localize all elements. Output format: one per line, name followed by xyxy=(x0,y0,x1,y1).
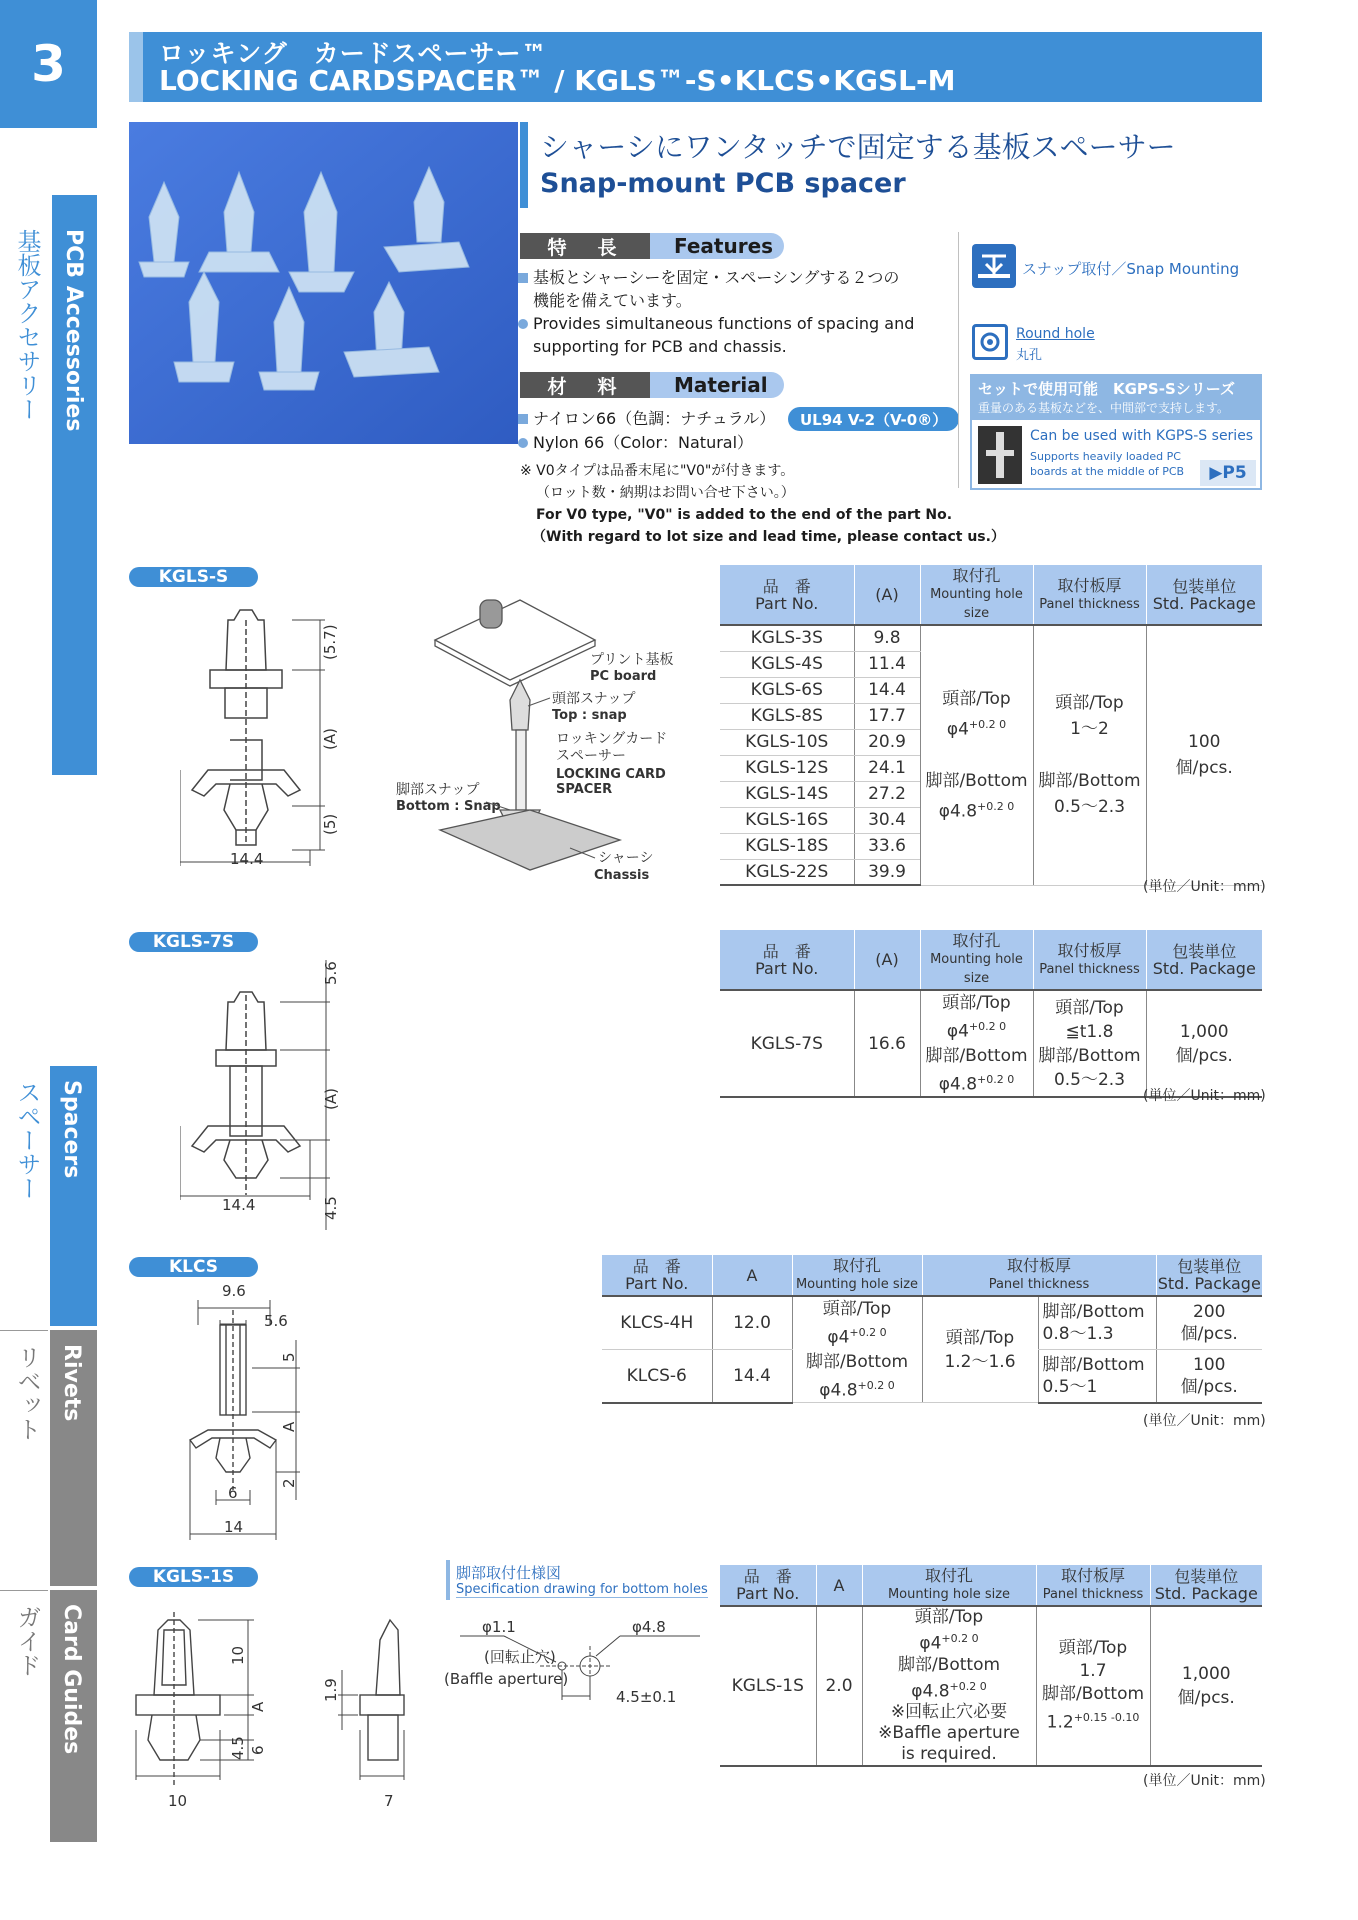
lbl-lock-jp2: スペーサー xyxy=(556,748,626,764)
table-cell: KGLS-6S xyxy=(720,677,854,703)
mount-bottom-label: 脚部/Bottom xyxy=(925,1045,1028,1066)
panel-bottom-val: 0.5〜1 xyxy=(1042,1376,1098,1397)
mount-top-val: φ4 xyxy=(827,1327,850,1348)
lbl-lock-en2: SPACER xyxy=(556,782,613,797)
side-tab-guides-jp: ガイド xyxy=(13,1605,41,1677)
pkg-qty: 1,000 xyxy=(1181,1664,1231,1685)
panel-top-val: 1.2〜1.6 xyxy=(944,1351,1016,1372)
side-tab-spacers[interactable] xyxy=(50,1066,97,1326)
kgls-1s-dim-19: 1.9 xyxy=(322,1678,340,1702)
table-cell: KLCS-6 xyxy=(602,1349,712,1402)
panel-top-label: 頭部/Top xyxy=(945,1327,1015,1348)
table-cell: KGLS-18S xyxy=(720,833,854,859)
kgls-s-dim-bottom: (5) xyxy=(321,813,339,835)
klcs-dim-56: 5.6 xyxy=(264,1312,288,1330)
kgls-1s-unit: (単位／Unit：mm) xyxy=(1143,1773,1266,1789)
pkg-qty: 200 xyxy=(1193,1301,1226,1322)
panel-bottom-label: 脚部/Bottom xyxy=(1042,1354,1145,1375)
mount-bottom-tol: +0.2 0 xyxy=(949,1679,987,1693)
side-tab-rivets[interactable] xyxy=(50,1330,97,1586)
h-mount-jp: 取付孔 xyxy=(924,1566,973,1585)
h-pkg-jp: 包装単位 xyxy=(1172,576,1237,596)
side-tab-pcb-jp-bg xyxy=(0,195,48,775)
product-photo xyxy=(129,122,518,444)
pkg-qty: 1,000 xyxy=(1179,1021,1229,1042)
header-title-en: LOCKING CARDSPACER™ / KGLS™-S•KLCS•KGSL-M xyxy=(159,64,956,97)
mount-bottom-val: φ4.8 xyxy=(911,1681,950,1702)
features-label-jp: 特 長 xyxy=(520,233,650,259)
kgls-s-h-panel xyxy=(1033,565,1146,625)
kgls-7s-a: 16.6 xyxy=(854,990,920,1097)
snap-mount-label: スナップ取付／Snap Mounting xyxy=(1022,260,1240,278)
kgls-s-dim-top: (5.7) xyxy=(321,624,339,660)
spec-accent xyxy=(446,1560,450,1600)
h-mount-jp: 取付孔 xyxy=(832,1256,881,1275)
kgls-7s-dim-bottom: 4.5 xyxy=(322,1196,340,1220)
kgls-7s-dim-width: 14.4 xyxy=(222,1196,256,1214)
h-panel-en: Panel thickness xyxy=(1039,596,1140,612)
side-tab-pcb[interactable] xyxy=(52,195,97,775)
feature-en-line1: Provides simultaneous functions of spacing and xyxy=(533,314,915,333)
kgls-1s-a: 2.0 xyxy=(816,1606,862,1766)
chapter-number: 3 xyxy=(0,0,97,128)
pkg-qty: 100 xyxy=(1193,1354,1226,1375)
mount-bottom-val: φ4.8 xyxy=(938,1074,978,1095)
mount-top-tol: +0.2 0 xyxy=(968,1020,1007,1033)
mount-top-val: φ4 xyxy=(946,1021,969,1042)
lbl-lock-jp1: ロッキングカード xyxy=(556,731,668,747)
section-kgls-7s: KGLS-7S xyxy=(129,932,258,952)
kgls-1s-drawing xyxy=(128,1600,448,1820)
table-cell: KGLS-16S xyxy=(720,807,854,833)
table-cell: 17.7 xyxy=(854,703,920,729)
side-tab-rivets-jp-bg xyxy=(0,1330,48,1587)
kgps-sub: 重量のある基板などを、中間部で支持します。 xyxy=(978,401,1230,415)
h-pkg-en: Std. Package xyxy=(1154,1584,1258,1603)
table-cell: 11.4 xyxy=(854,651,920,677)
klcs-dim-5: 5 xyxy=(280,1352,298,1362)
header-accent xyxy=(129,32,143,102)
kgps-photo xyxy=(978,426,1022,484)
kgls-s-assembly xyxy=(380,580,710,890)
h-pkg-en: Std. Package xyxy=(1152,593,1256,613)
panel-bottom-tol: +0.15 -0.10 xyxy=(1073,1711,1140,1725)
kgls-1s-h-panel xyxy=(1036,1565,1150,1606)
pkg-unit: 個/pcs. xyxy=(1175,758,1233,779)
panel-bottom-label: 脚部/Bottom xyxy=(1038,771,1141,792)
v0-note-jp1: ※ V0タイプは品番末尾に"V0"が付きます。 xyxy=(520,463,795,479)
header-title-jp: ロッキング カードスペーサー™ xyxy=(159,39,548,68)
kgps-en-sub1: Supports heavily loaded PC xyxy=(1030,450,1181,463)
spec-d11: φ1.1 xyxy=(482,1618,516,1636)
kgls-1s-h-mount xyxy=(862,1565,1036,1606)
kgls-7s-dim-a: (A) xyxy=(322,1088,340,1110)
h-mount-jp: 取付孔 xyxy=(952,931,1001,950)
spec-drawing xyxy=(440,1610,710,1720)
panel-top-label: 頭部/Top xyxy=(1058,1638,1128,1659)
v0-note xyxy=(520,460,1005,548)
table-cell: KGLS-4S xyxy=(720,651,854,677)
material-label-jp: 材 料 xyxy=(520,372,650,398)
pkg-qty: 100 xyxy=(1188,732,1221,753)
lbl-chassis-jp: シャーシ xyxy=(598,850,654,866)
table-cell: 33.6 xyxy=(854,833,920,859)
side-tab-pcb-en: PCB Accessories xyxy=(61,229,86,432)
h-pkg-jp: 包装単位 xyxy=(1174,1567,1239,1586)
pkg-unit: 個/pcs. xyxy=(1177,1688,1235,1709)
spec-d48: φ4.8 xyxy=(632,1618,666,1636)
kgls-1s-dim-a: A xyxy=(249,1701,267,1712)
kgls-7s-unit: (単位／Unit：mm) xyxy=(1143,1088,1266,1104)
page-header xyxy=(129,32,1262,102)
mount-bottom-label: 脚部/Bottom xyxy=(805,1351,909,1372)
kgls-7s-mount xyxy=(920,990,1033,1097)
kgls-1s-h-pkg xyxy=(1150,1565,1262,1606)
klcs-table xyxy=(602,1255,1262,1404)
h-panel-jp: 取付板厚 xyxy=(1060,1566,1125,1585)
kgls-1s-h-part xyxy=(720,1565,816,1606)
kgls-1s-panel xyxy=(1036,1606,1150,1766)
klcs-pkg-1 xyxy=(1156,1349,1262,1402)
klcs-panel-bottom-0 xyxy=(1038,1296,1156,1349)
intro-heading-jp: シャーシにワンタッチで固定する基板スペーサー xyxy=(540,130,1176,164)
panel-top-label: 頭部/Top xyxy=(1055,693,1124,714)
h-panel-jp: 取付板厚 xyxy=(1006,1256,1071,1275)
panel-top-val: 1〜2 xyxy=(1070,719,1109,740)
lbl-pcb-jp: プリント基板 xyxy=(590,652,674,668)
info-separator xyxy=(958,232,959,488)
mount-top-tol: +0.2 0 xyxy=(941,1632,979,1645)
klcs-pkg-0 xyxy=(1156,1296,1262,1349)
mount-top-label: 頭部/Top xyxy=(914,1607,984,1627)
side-tab-rivets-en: Rivets xyxy=(59,1344,84,1422)
snap-mount-icon xyxy=(972,244,1016,288)
kgls-1s-dim-10: 10 xyxy=(229,1645,247,1665)
side-tab-pcb-jp: 基板アクセサリー xyxy=(13,229,41,421)
material-en-text: Nylon 66（Color：Natural） xyxy=(533,433,754,452)
h-mount-en: Mounting hole size xyxy=(930,952,1023,986)
h-part-en: Part No. xyxy=(625,1274,689,1293)
h-part-en: Part No. xyxy=(755,593,819,613)
feature-jp-line1: 基板とシャーシーを固定・スペーシングする２つの xyxy=(533,268,900,287)
v0-note-en2: （With regard to lot size and lead time, please contact us.） xyxy=(532,529,1005,545)
spec-kaiten: (回転止穴) xyxy=(484,1648,556,1666)
mount-bottom-val: φ4.8 xyxy=(819,1380,858,1401)
feature-jp-line2: 機能を備えています。 xyxy=(533,291,692,310)
h-panel-en: Panel thickness xyxy=(988,1277,1090,1292)
side-tab-guides-en: Card Guides xyxy=(59,1604,84,1755)
kgls-1s-part: KGLS-1S xyxy=(720,1606,816,1766)
side-tab-guides[interactable] xyxy=(50,1590,97,1842)
panel-bottom-val: 0.8〜1.3 xyxy=(1042,1323,1114,1344)
table-cell: KGLS-14S xyxy=(720,781,854,807)
lbl-bot-jp: 脚部スナップ xyxy=(396,782,480,798)
table-cell: 9.8 xyxy=(854,625,920,651)
kgls-s-table xyxy=(720,565,1262,886)
side-tab-spacers-jp-bg xyxy=(0,1066,48,1326)
kgls-1s-mount xyxy=(862,1606,1036,1766)
kgls-s-h-part xyxy=(720,565,854,625)
klcs-panel-bottom-1 xyxy=(1038,1349,1156,1402)
kgls-7s-h-mount xyxy=(920,930,1033,990)
kgls-1s-h-a: A xyxy=(816,1565,862,1606)
table-cell: 27.2 xyxy=(854,781,920,807)
h-pkg-jp: 包装単位 xyxy=(1172,941,1237,961)
table-cell: KGLS-12S xyxy=(720,755,854,781)
h-panel-jp: 取付板厚 xyxy=(1057,940,1122,960)
feature-en-line2: supporting for PCB and chassis. xyxy=(533,337,787,356)
pkg-unit: 個/pcs. xyxy=(1175,1045,1233,1066)
lbl-top-jp: 頭部スナップ xyxy=(552,691,636,707)
klcs-h-panel xyxy=(922,1255,1156,1296)
mount-top-tol: +0.2 0 xyxy=(968,717,1007,731)
h-part-en: Part No. xyxy=(736,1584,800,1603)
pkg-unit: 個/pcs. xyxy=(1180,1376,1238,1397)
h-panel-en: Panel thickness xyxy=(1042,1587,1144,1602)
side-tab-guides-jp-bg xyxy=(0,1590,48,1843)
h-panel-en: Panel thickness xyxy=(1039,961,1140,977)
kgls-s-dim-width: 14.4 xyxy=(230,850,264,868)
klcs-drawing xyxy=(180,1280,320,1550)
klcs-dim-96: 9.6 xyxy=(222,1282,246,1300)
kgls-7s-dim-top: 5.6 xyxy=(322,961,340,985)
klcs-h-pkg xyxy=(1156,1255,1262,1296)
spec-dist: 4.5±0.1 xyxy=(616,1688,677,1706)
table-cell: 12.0 xyxy=(712,1296,792,1349)
klcs-dim-2: 2 xyxy=(280,1478,298,1488)
h-mount-en: Mounting hole size xyxy=(795,1277,919,1292)
kgls-1s-table xyxy=(720,1565,1262,1767)
spec-title-jp: 脚部取付仕様図 xyxy=(456,1564,562,1582)
kgls-s-unit: (単位／Unit：mm) xyxy=(1143,879,1266,895)
kgls-s-dim-a: (A) xyxy=(321,728,339,750)
kgls-1s-dim-w7: 7 xyxy=(384,1792,394,1810)
kgps-info-head xyxy=(972,376,1260,420)
mount-top-label: 頭部/Top xyxy=(942,688,1011,709)
panel-bottom-val: 0.5〜2.3 xyxy=(1053,797,1126,818)
h-part-jp: 品 番 xyxy=(632,1257,681,1276)
table-cell: 24.1 xyxy=(854,755,920,781)
mount-bottom-tol: +0.2 0 xyxy=(977,1072,1015,1086)
v0-note-jp2: （ロット数・納期はお問い合せ下さい。） xyxy=(536,485,795,501)
panel-bottom-label: 脚部/Bottom xyxy=(1041,1684,1145,1705)
panel-bottom-label: 脚部/Bottom xyxy=(1038,1045,1141,1066)
table-cell: KGLS-10S xyxy=(720,729,854,755)
table-cell: 20.9 xyxy=(854,729,920,755)
kgls-s-h-pkg xyxy=(1146,565,1262,625)
table-cell: KGLS-3S xyxy=(720,625,854,651)
side-tab-spacers-en: Spacers xyxy=(59,1080,84,1179)
mount-bottom-label: 脚部/Bottom xyxy=(925,771,1028,792)
features-label-en: Features xyxy=(650,233,784,259)
h-pkg-en: Std. Package xyxy=(1152,958,1256,978)
spec-title-en: Specification drawing for bottom holes xyxy=(456,1582,708,1597)
round-hole-en[interactable]: Round hole xyxy=(1016,326,1095,342)
klcs-dim-6: 6 xyxy=(228,1484,238,1502)
h-pkg-en: Std. Package xyxy=(1157,1274,1261,1293)
mount-top-label: 頭部/Top xyxy=(822,1299,892,1319)
panel-bottom-val: 1.2 xyxy=(1046,1712,1074,1733)
h-part-jp: 品 番 xyxy=(762,576,811,596)
klcs-dim-a: A xyxy=(280,1421,298,1432)
panel-top-val: 1.7 xyxy=(1079,1661,1107,1682)
panel-bottom-label: 脚部/Bottom xyxy=(1042,1301,1145,1322)
panel-top-val: ≦t1.8 xyxy=(1065,1021,1114,1042)
kgps-title: セットで使用可能 KGPS-Sシリーズ xyxy=(978,380,1236,398)
intro-heading-en: Snap-mount PCB spacer xyxy=(540,168,906,199)
panel-bottom-val: 0.5〜2.3 xyxy=(1053,1069,1126,1090)
mount-top-tol: +0.2 0 xyxy=(849,1326,887,1339)
lbl-bot-en: Bottom : Snap xyxy=(396,799,501,814)
kgls-s-h-mount xyxy=(920,565,1033,625)
section-klcs: KLCS xyxy=(129,1257,258,1277)
klcs-h-mount xyxy=(792,1255,922,1296)
lbl-pcb-en: PC board xyxy=(590,669,657,684)
klcs-panel-top xyxy=(922,1296,1038,1403)
klcs-h-a: A xyxy=(712,1255,792,1296)
spec-baffle: (Baffle aperture) xyxy=(444,1670,569,1688)
mount-note-en1: ※Baffle aperture xyxy=(878,1723,1020,1744)
kgls-s-panel xyxy=(1033,625,1146,885)
h-part-en: Part No. xyxy=(755,958,819,978)
kgls-7s-h-panel xyxy=(1033,930,1146,990)
h-part-jp: 品 番 xyxy=(743,1567,792,1586)
product-photo-illustration xyxy=(129,122,518,444)
mount-bottom-val: φ4.8 xyxy=(938,801,978,822)
kgls-7s-h-a: (A) xyxy=(854,930,920,990)
table-cell: KGLS-22S xyxy=(720,859,854,885)
kgls-s-drawing xyxy=(180,600,370,870)
round-hole-jp: 丸孔 xyxy=(1016,348,1043,363)
heading-accent-bar xyxy=(520,122,528,208)
panel-top-label: 頭部/Top xyxy=(1055,997,1124,1018)
mount-note-en2: is required. xyxy=(901,1744,997,1765)
kgps-en-sub2: boards at the middle of PCB xyxy=(1030,465,1185,478)
mount-top-val: φ4 xyxy=(946,719,969,740)
pkg-unit: 個/pcs. xyxy=(1180,1323,1238,1344)
klcs-h-part xyxy=(602,1255,712,1296)
v0-note-en1: For V0 type, "V0" is added to the end of the part No. xyxy=(536,507,953,523)
feature-jp xyxy=(518,266,914,358)
h-part-jp: 品 番 xyxy=(762,941,811,961)
material-jp-line xyxy=(518,407,775,430)
kgls-7s-h-part xyxy=(720,930,854,990)
kgls-1s-dim-45: 4.5 xyxy=(229,1736,247,1760)
h-mount-en: Mounting hole size xyxy=(930,587,1023,621)
table-cell: 14.4 xyxy=(854,677,920,703)
material-en-line xyxy=(518,431,753,454)
klcs-unit: (単位／Unit：mm) xyxy=(1143,1413,1266,1429)
mount-note-jp: ※回転止穴必要 xyxy=(890,1702,1008,1723)
kgls-s-pkg xyxy=(1146,625,1262,885)
table-cell: 14.4 xyxy=(712,1349,792,1402)
kgls-7s-panel xyxy=(1033,990,1146,1097)
material-jp-text: ナイロン66（色調：ナチュラル） xyxy=(533,409,776,428)
section-kgls-1s: KGLS-1S xyxy=(129,1567,258,1587)
lbl-chassis-en: Chassis xyxy=(594,868,650,883)
kgls-7s-table xyxy=(720,930,1262,1098)
table-cell: KLCS-4H xyxy=(602,1296,712,1349)
kgls-7s-h-pkg xyxy=(1146,930,1262,990)
mount-bottom-tol: +0.2 0 xyxy=(977,800,1015,814)
klcs-mount xyxy=(792,1296,922,1403)
kgls-s-h-a: (A) xyxy=(854,565,920,625)
h-mount-en: Mounting hole size xyxy=(887,1587,1011,1602)
side-tab-spacers-jp: スペーサー xyxy=(13,1080,41,1200)
lbl-lock-en1: LOCKING CARD xyxy=(556,767,666,782)
kgls-7s-drawing xyxy=(180,950,370,1240)
mount-top-label: 頭部/Top xyxy=(942,993,1011,1013)
ul-badge: UL94 V-2（V-0®） xyxy=(788,407,959,431)
material-label-en: Material xyxy=(650,372,784,398)
kgls-7s-pkg xyxy=(1146,990,1262,1097)
lbl-top-en: Top : snap xyxy=(552,708,627,723)
kgps-page-ref[interactable]: ▶P5 xyxy=(1200,460,1256,486)
table-cell: KGLS-8S xyxy=(720,703,854,729)
kgps-info-box xyxy=(970,374,1262,490)
mount-bottom-tol: +0.2 0 xyxy=(857,1378,895,1392)
kgls-s-mount xyxy=(920,625,1033,885)
side-tab-rivets-jp: リベット xyxy=(13,1345,41,1441)
round-hole-icon xyxy=(972,324,1008,360)
table-cell: 39.9 xyxy=(854,859,920,885)
table-cell: 30.4 xyxy=(854,807,920,833)
h-mount-jp: 取付孔 xyxy=(952,566,1001,585)
section-kgls-s: KGLS-S xyxy=(129,567,258,587)
klcs-dim-14: 14 xyxy=(224,1518,244,1536)
mount-bottom-label: 脚部/Bottom xyxy=(897,1654,1001,1675)
mount-top-val: φ4 xyxy=(919,1633,942,1654)
h-panel-jp: 取付板厚 xyxy=(1057,575,1122,595)
h-pkg-jp: 包装単位 xyxy=(1177,1257,1242,1276)
kgls-1s-dim-6: 6 xyxy=(249,1745,267,1755)
kgls-7s-part: KGLS-7S xyxy=(720,990,854,1097)
kgls-1s-dim-w10: 10 xyxy=(168,1792,188,1810)
kgps-en: Can be used with KGPS-S series xyxy=(1030,428,1254,444)
kgls-1s-pkg xyxy=(1150,1606,1262,1766)
